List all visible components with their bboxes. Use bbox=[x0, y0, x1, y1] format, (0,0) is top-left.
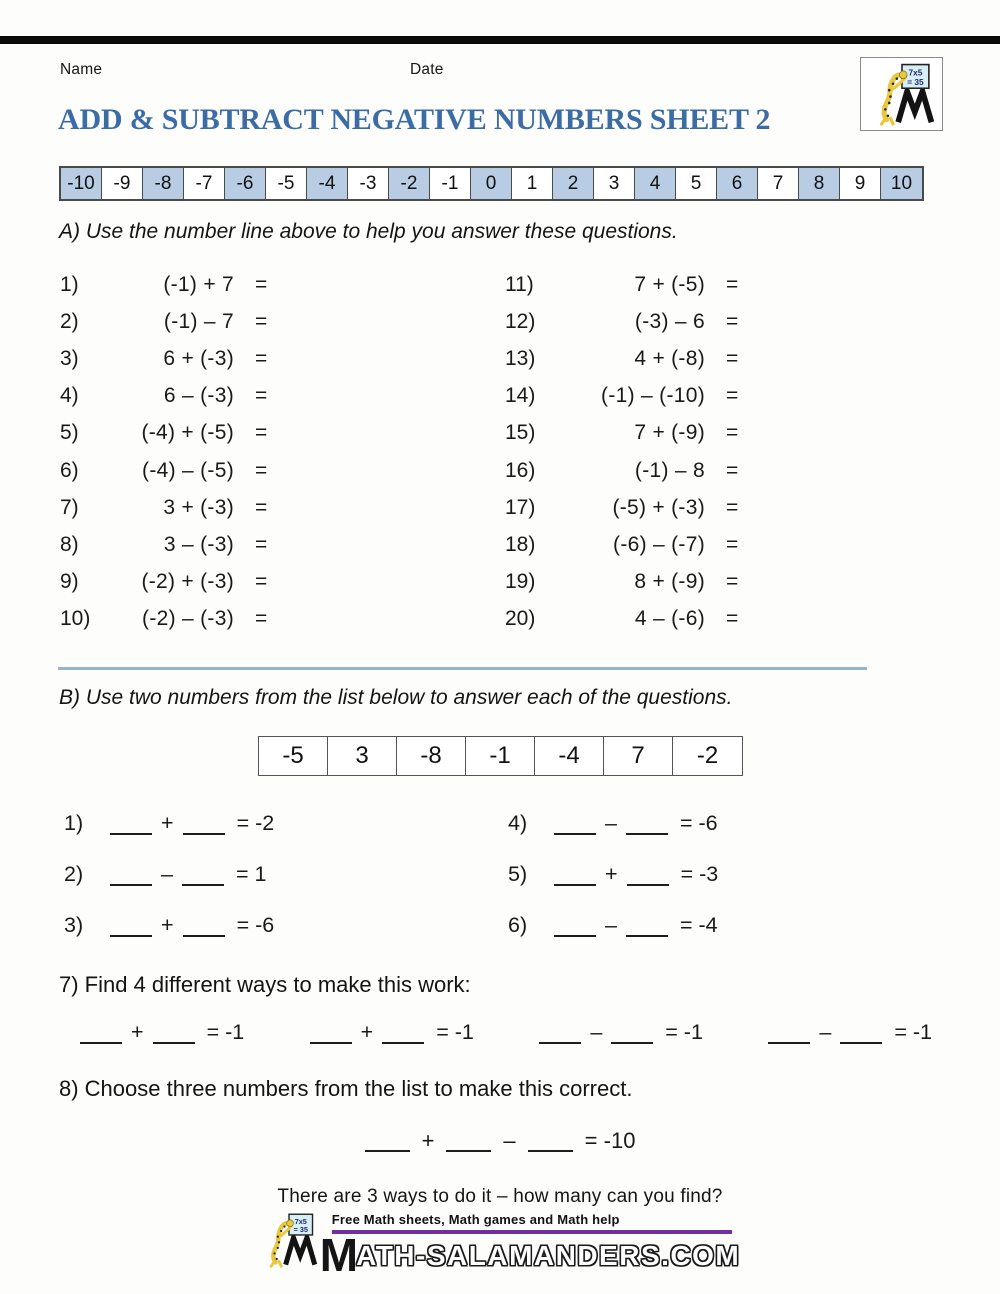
section-a-right-column bbox=[505, 266, 738, 638]
number-line-cell: -3 bbox=[348, 168, 389, 199]
question-number: 3) bbox=[64, 913, 84, 937]
equals-sign: = bbox=[255, 384, 268, 408]
answer-blank bbox=[110, 821, 152, 835]
question-number: 15) bbox=[505, 421, 536, 445]
answer-blank bbox=[183, 923, 225, 937]
question-expression: (-1) – (-10) bbox=[601, 384, 705, 408]
question-expression: (-1) – 7 bbox=[163, 309, 234, 333]
equals-sign: = bbox=[726, 570, 739, 594]
section-a-left-column bbox=[60, 266, 267, 638]
question-row bbox=[60, 340, 267, 377]
equals-sign: = bbox=[255, 272, 268, 296]
question-number: 18) bbox=[505, 532, 536, 556]
question8-equation bbox=[0, 1128, 1000, 1154]
question-expression: (-5) + (-3) bbox=[612, 495, 705, 519]
question-number: 12) bbox=[505, 309, 536, 333]
result-value: = 1 bbox=[235, 862, 267, 886]
result-value: = -6 bbox=[679, 811, 718, 835]
question-row bbox=[505, 564, 738, 601]
question-number: 6) bbox=[508, 913, 528, 937]
footer-logo bbox=[0, 1212, 1000, 1282]
result-value: = -1 bbox=[436, 1020, 474, 1044]
question-row bbox=[505, 303, 738, 340]
number-line-cell: -4 bbox=[307, 168, 348, 199]
number-line-cell: -7 bbox=[184, 168, 225, 199]
equals-sign: = bbox=[255, 495, 268, 519]
number-line-cell: 3 bbox=[594, 168, 635, 199]
question-expression: 4 – (-6) bbox=[634, 607, 705, 631]
fill-in-row bbox=[508, 900, 718, 951]
question-number: 2) bbox=[64, 862, 84, 886]
equation-group bbox=[768, 1020, 932, 1045]
number-list-cell: -2 bbox=[696, 742, 719, 769]
operator: – bbox=[605, 811, 617, 835]
question-number: 7) bbox=[60, 495, 79, 519]
operator: – bbox=[161, 862, 173, 886]
equation-group bbox=[539, 1020, 703, 1045]
equation-group bbox=[310, 1020, 474, 1045]
question-number: 13) bbox=[505, 346, 536, 370]
operator: + bbox=[605, 862, 618, 886]
section-divider bbox=[58, 667, 867, 670]
number-line-cell: 7 bbox=[758, 168, 799, 199]
equals-sign: = bbox=[726, 495, 739, 519]
question-row bbox=[60, 266, 267, 303]
answer-blank bbox=[382, 1030, 424, 1044]
question-row bbox=[60, 303, 267, 340]
section-a-instruction: A) Use the number line above to help you answer these questions. bbox=[59, 220, 678, 243]
question-number: 4) bbox=[508, 811, 528, 835]
question-expression: 7 + (-9) bbox=[634, 421, 705, 445]
question-number: 14) bbox=[505, 384, 536, 408]
question-expression: 3 + (-3) bbox=[163, 495, 234, 519]
question-row bbox=[60, 601, 267, 638]
equals-sign: = bbox=[726, 607, 739, 631]
number-line-cell: 9 bbox=[840, 168, 881, 199]
number-line-cell: 5 bbox=[676, 168, 717, 199]
answer-blank bbox=[539, 1030, 581, 1044]
operator: – bbox=[605, 913, 617, 937]
top-border-rule bbox=[0, 36, 1000, 44]
number-line bbox=[59, 166, 924, 201]
result-value: = -6 bbox=[236, 913, 275, 937]
name-label: Name bbox=[60, 61, 103, 78]
equals-sign: = bbox=[255, 570, 268, 594]
number-line-cell: -8 bbox=[143, 168, 184, 199]
fill-in-row bbox=[64, 798, 274, 849]
answer-blank bbox=[110, 872, 152, 886]
result-value: = -10 bbox=[584, 1128, 636, 1153]
section-b-instruction: B) Use two numbers from the list below to answer each of the questions. bbox=[59, 686, 733, 709]
question-row bbox=[60, 452, 267, 489]
question-number: 8) bbox=[60, 532, 79, 556]
date-label: Date bbox=[410, 61, 444, 78]
question-row bbox=[505, 266, 738, 303]
result-value: = -4 bbox=[679, 913, 718, 937]
number-list-cell: 7 bbox=[604, 737, 673, 775]
operator: + bbox=[360, 1020, 374, 1044]
equals-sign: = bbox=[726, 309, 739, 333]
question-row bbox=[505, 415, 738, 452]
question-number: 20) bbox=[505, 607, 536, 631]
number-line-cell: 10 bbox=[881, 168, 922, 199]
question-expression: 6 – (-3) bbox=[163, 384, 234, 408]
question-number: 16) bbox=[505, 458, 536, 482]
operator: + bbox=[161, 811, 174, 835]
question-number: 5) bbox=[60, 421, 79, 445]
answer-blank bbox=[528, 1138, 573, 1152]
question-row bbox=[505, 378, 738, 415]
operator: – bbox=[819, 1020, 832, 1044]
equals-sign: = bbox=[726, 272, 739, 296]
result-value: = -2 bbox=[236, 811, 275, 835]
section-b-right-column bbox=[508, 798, 718, 951]
question-row bbox=[60, 415, 267, 452]
number-list bbox=[258, 736, 743, 776]
fill-in-row bbox=[508, 849, 718, 900]
operator: – bbox=[590, 1020, 603, 1044]
number-line-cell: -1 bbox=[430, 168, 471, 199]
section-b-left-column bbox=[64, 798, 274, 951]
question-number: 5) bbox=[508, 862, 528, 886]
question-number: 9) bbox=[60, 570, 79, 594]
question-number: 1) bbox=[60, 272, 79, 296]
result-value: = -1 bbox=[894, 1020, 932, 1044]
equation-group bbox=[80, 1020, 244, 1045]
site-name bbox=[320, 1228, 741, 1282]
question-number: 1) bbox=[64, 811, 84, 835]
answer-blank bbox=[554, 923, 596, 937]
footer-logo-text bbox=[320, 1212, 741, 1282]
equals-sign: = bbox=[255, 309, 268, 333]
answer-blank bbox=[626, 821, 668, 835]
question-expression: (-2) + (-3) bbox=[141, 570, 234, 594]
question-row bbox=[505, 601, 738, 638]
number-line-cell: 2 bbox=[553, 168, 594, 199]
answer-blank bbox=[80, 1030, 122, 1044]
result-value: = -1 bbox=[665, 1020, 703, 1044]
question-row bbox=[505, 526, 738, 563]
question-row bbox=[505, 340, 738, 377]
question8-heading: 8) Choose three numbers from the list to make this correct. bbox=[59, 1076, 633, 1101]
question-number: 19) bbox=[505, 570, 536, 594]
question-expression: (-1) – 8 bbox=[634, 458, 705, 482]
question-row bbox=[60, 564, 267, 601]
operator: + bbox=[421, 1128, 435, 1153]
question-expression: (-4) + (-5) bbox=[141, 421, 234, 445]
answer-blank bbox=[182, 872, 224, 886]
answer-blank bbox=[840, 1030, 882, 1044]
answer-blank bbox=[110, 923, 152, 937]
equals-sign: = bbox=[726, 384, 739, 408]
number-line-cell: -10 bbox=[61, 168, 102, 199]
question-row bbox=[505, 489, 738, 526]
answer-blank bbox=[365, 1138, 410, 1152]
logo-m-icon: M bbox=[319, 1228, 357, 1281]
number-list-cell: 3 bbox=[328, 737, 397, 775]
worksheet-title: ADD & SUBTRACT NEGATIVE NUMBERS SHEET 2 bbox=[58, 103, 771, 136]
answer-blank bbox=[627, 872, 669, 886]
number-line-cell: 8 bbox=[799, 168, 840, 199]
fill-in-row bbox=[508, 798, 718, 849]
result-value: = -1 bbox=[206, 1020, 245, 1044]
result-value: = -3 bbox=[680, 862, 719, 886]
number-line-cell: -2 bbox=[389, 168, 430, 199]
number-list-cell: -4 bbox=[535, 737, 604, 775]
question-expression: 8 + (-9) bbox=[634, 570, 705, 594]
answer-blank bbox=[183, 821, 225, 835]
operator: + bbox=[131, 1020, 144, 1044]
question7-equations bbox=[80, 1020, 932, 1045]
question-expression: (-4) – (-5) bbox=[142, 458, 234, 482]
operator: + bbox=[161, 913, 174, 937]
question-number: 2) bbox=[60, 309, 79, 333]
number-list-cell: -5 bbox=[259, 737, 328, 775]
question-number: 10) bbox=[60, 607, 91, 631]
question-expression: 6 + (-3) bbox=[163, 346, 234, 370]
equals-sign: = bbox=[255, 346, 268, 370]
answer-blank bbox=[626, 923, 668, 937]
answer-blank bbox=[446, 1138, 491, 1152]
question-expression: (-1) + 7 bbox=[163, 272, 234, 296]
question-row bbox=[60, 378, 267, 415]
answer-blank bbox=[310, 1030, 352, 1044]
answer-blank bbox=[554, 872, 596, 886]
fill-in-row bbox=[64, 849, 274, 900]
question-row bbox=[60, 526, 267, 563]
logo-tagline: Free Math sheets, Math games and Math help bbox=[331, 1212, 620, 1227]
equals-sign: = bbox=[726, 346, 739, 370]
question-row bbox=[60, 489, 267, 526]
equals-sign: = bbox=[726, 421, 739, 445]
question-number: 17) bbox=[505, 495, 536, 519]
equals-sign: = bbox=[255, 421, 268, 445]
number-line-cell: -9 bbox=[102, 168, 143, 199]
question-number: 4) bbox=[60, 384, 79, 408]
answer-blank bbox=[554, 821, 596, 835]
number-list-cell: -8 bbox=[397, 737, 466, 775]
question-number: 3) bbox=[60, 346, 79, 370]
question-number: 6) bbox=[60, 458, 79, 482]
equals-sign: = bbox=[726, 458, 739, 482]
equals-sign: = bbox=[255, 458, 268, 482]
site-name-text: ATH-SALAMANDERS.COM bbox=[356, 1239, 741, 1271]
number-line-cell: 4 bbox=[635, 168, 676, 199]
answer-blank bbox=[153, 1030, 195, 1044]
question-row bbox=[505, 452, 738, 489]
number-list-cell: -1 bbox=[466, 737, 535, 775]
salamander-mascot-icon bbox=[260, 1212, 318, 1268]
question-expression: 7 + (-5) bbox=[634, 272, 705, 296]
footer-hint: There are 3 ways to do it – how many can you find? bbox=[277, 1186, 723, 1207]
answer-blank bbox=[611, 1030, 653, 1044]
question-expression: 4 + (-8) bbox=[634, 346, 705, 370]
number-line-cell: -6 bbox=[225, 168, 266, 199]
number-line-cell: 1 bbox=[512, 168, 553, 199]
question-number: 11) bbox=[505, 272, 534, 296]
question-expression: 3 – (-3) bbox=[163, 532, 234, 556]
operator: – bbox=[503, 1128, 516, 1153]
question-expression: (-3) – 6 bbox=[634, 309, 705, 333]
equals-sign: = bbox=[726, 532, 739, 556]
number-line-cell: 6 bbox=[717, 168, 758, 199]
question-expression: (-2) – (-3) bbox=[142, 607, 234, 631]
question-expression: (-6) – (-7) bbox=[613, 532, 705, 556]
answer-blank bbox=[768, 1030, 810, 1044]
number-line-cell: 0 bbox=[471, 168, 512, 199]
fill-in-row bbox=[64, 900, 274, 951]
equals-sign: = bbox=[255, 532, 268, 556]
equals-sign: = bbox=[255, 607, 268, 631]
question7-heading: 7) Find 4 different ways to make this work: bbox=[59, 972, 471, 997]
number-line-cell: -5 bbox=[266, 168, 307, 199]
